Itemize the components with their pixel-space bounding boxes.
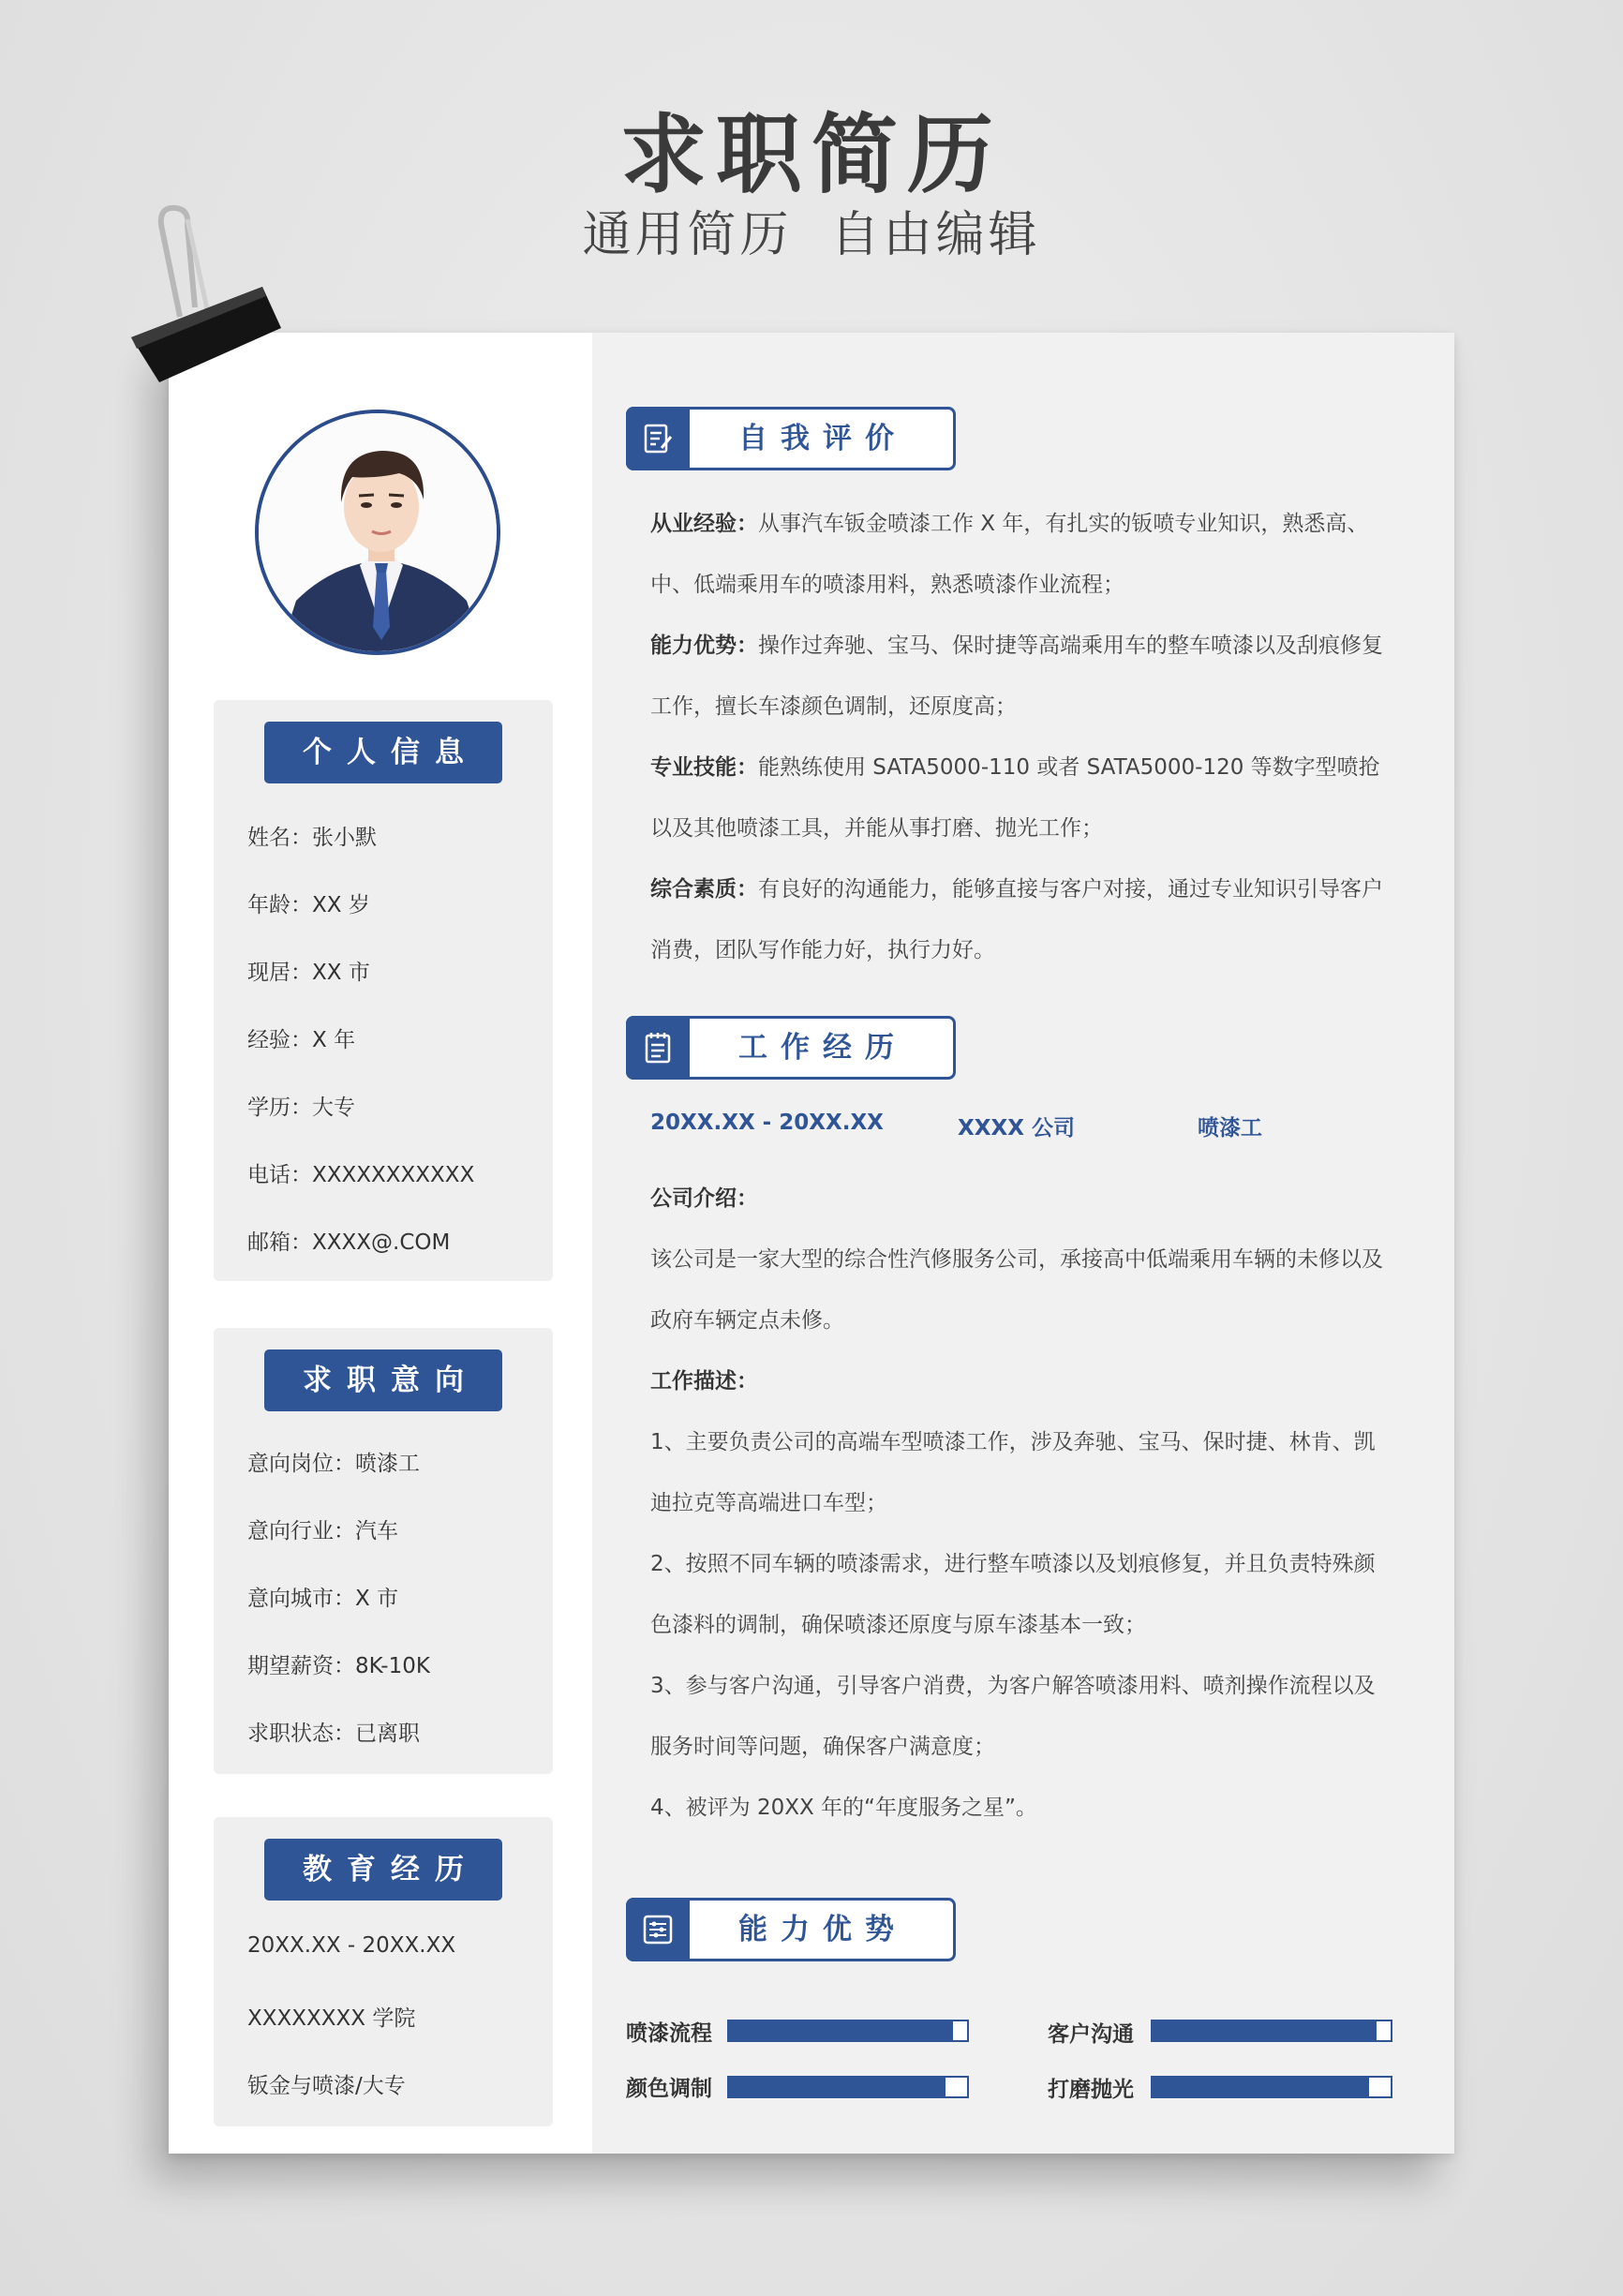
info-age: 年龄：XX 岁 — [247, 893, 370, 917]
info-residence: 现居：XX 市 — [247, 961, 370, 985]
company-intro-text: 该公司是一家大型的综合性汽修服务公司，承接高中低端乘用车辆的未修以及政府车辆定点未修。 — [650, 1247, 1383, 1333]
info-email: 邮箱：XXXX@.COM — [247, 1230, 451, 1255]
work-header — [626, 1016, 956, 1080]
hero-subtitle: 通用简历 自由编辑 — [582, 207, 1041, 263]
skill-label: 打磨抛光 — [1048, 2078, 1134, 2102]
skills-header — [626, 1898, 956, 1961]
work-desc-item: 2、按照不同车辆的喷漆需求，进行整车喷漆以及划痕修复，并且负责特殊颜色漆料的调制，确保喷漆还原度与原车漆基本一致； — [650, 1552, 1376, 1637]
personal-info-card — [214, 700, 553, 1281]
binder-clip-icon — [122, 197, 290, 384]
job-intent-card — [214, 1328, 553, 1774]
resume-paper — [169, 333, 1454, 2154]
intent-salary: 期望薪资：8K-10K — [247, 1654, 430, 1678]
skill-label: 喷漆流程 — [626, 2021, 712, 2046]
skill-bar — [727, 2020, 969, 2042]
skill-label: 颜色调制 — [626, 2077, 712, 2101]
info-name: 姓名：张小默 — [247, 826, 377, 850]
notepad-icon — [626, 1016, 690, 1080]
portrait-illustration — [259, 413, 500, 655]
skill-bar-fill — [1153, 2021, 1377, 2040]
work-desc-item: 4、被评为 20XX 年的“年度服务之星”。 — [650, 1796, 1037, 1820]
self-eval-item: 从业经验：从事汽车钣金喷漆工作 X 年，有扎实的钣喷专业知识，熟悉高、中、低端乘用车的喷漆用料，熟悉喷漆作业流程； — [650, 512, 1369, 597]
skill-label: 客户沟通 — [1048, 2022, 1134, 2047]
skill-bar-fill — [1153, 2078, 1369, 2096]
self-eval-item: 综合素质：有良好的沟通能力，能够直接与客户对接，通过专业知识引导客户消费，团队写作能力好，执行力好。 — [650, 877, 1383, 962]
skill-bar — [1151, 2076, 1392, 2098]
work-title: 工作经历 — [738, 1031, 907, 1065]
personal-info-title: 个人信息 — [264, 722, 502, 783]
sliders-icon — [626, 1898, 690, 1961]
education-card — [214, 1817, 553, 2126]
edu-period: 20XX.XX - 20XX.XX — [247, 1933, 456, 1958]
hero-title: 求职简历 — [619, 105, 1003, 205]
education-title: 教育经历 — [264, 1839, 502, 1901]
avatar — [255, 410, 500, 655]
work-period: 20XX.XX - 20XX.XX — [650, 1111, 884, 1135]
self-eval-title: 自我评价 — [738, 422, 907, 455]
self-eval-header — [626, 407, 956, 470]
edu-school: XXXXXXXX 学院 — [247, 2006, 416, 2031]
intent-position: 意向岗位：喷漆工 — [247, 1452, 420, 1476]
intent-industry: 意向行业：汽车 — [247, 1519, 398, 1543]
skill-bar-fill — [729, 2021, 953, 2040]
skill-bar-fill — [729, 2078, 946, 2096]
work-desc-item: 3、参与客户沟通，引导客户消费，为客户解答喷漆用料、喷剂操作流程以及服务时间等问题，确保客户满意度； — [650, 1674, 1376, 1759]
skill-bar — [1151, 2020, 1392, 2042]
edu-major: 钣金与喷漆/大专 — [247, 2074, 406, 2098]
work-company: XXXX 公司 — [958, 1116, 1075, 1141]
work-desc-label: 工作描述： — [650, 1369, 758, 1394]
intent-status: 求职状态：已离职 — [247, 1722, 420, 1746]
info-education: 学历：大专 — [247, 1096, 355, 1120]
work-position: 喷漆工 — [1198, 1116, 1262, 1141]
job-intent-title: 求职意向 — [264, 1349, 502, 1411]
info-phone: 电话：XXXXXXXXXXX — [247, 1163, 475, 1187]
company-intro-label: 公司介绍： — [650, 1186, 758, 1211]
skills-title: 能力优势 — [738, 1913, 907, 1946]
work-desc-item: 1、主要负责公司的高端车型喷漆工作，涉及奔驰、宝马、保时捷、林肯、凯迪拉克等高端进口车型； — [650, 1430, 1376, 1515]
self-eval-item: 能力优势：操作过奔驰、宝马、保时捷等高端乘用车的整车喷漆以及刮痕修复工作，擅长车漆颜色调制，还原度高； — [650, 634, 1383, 719]
info-experience: 经验：X 年 — [247, 1028, 356, 1052]
skill-bar — [727, 2076, 969, 2098]
intent-city: 意向城市：X 市 — [247, 1587, 399, 1611]
edit-note-icon — [626, 407, 690, 470]
work-details — [650, 1169, 1391, 1839]
self-eval-text — [650, 494, 1391, 981]
self-eval-item: 专业技能：能熟练使用 SATA5000-110 或者 SATA5000-120 等数字型喷抢以及其他喷漆工具，并能从事打磨、抛光工作； — [650, 755, 1380, 841]
